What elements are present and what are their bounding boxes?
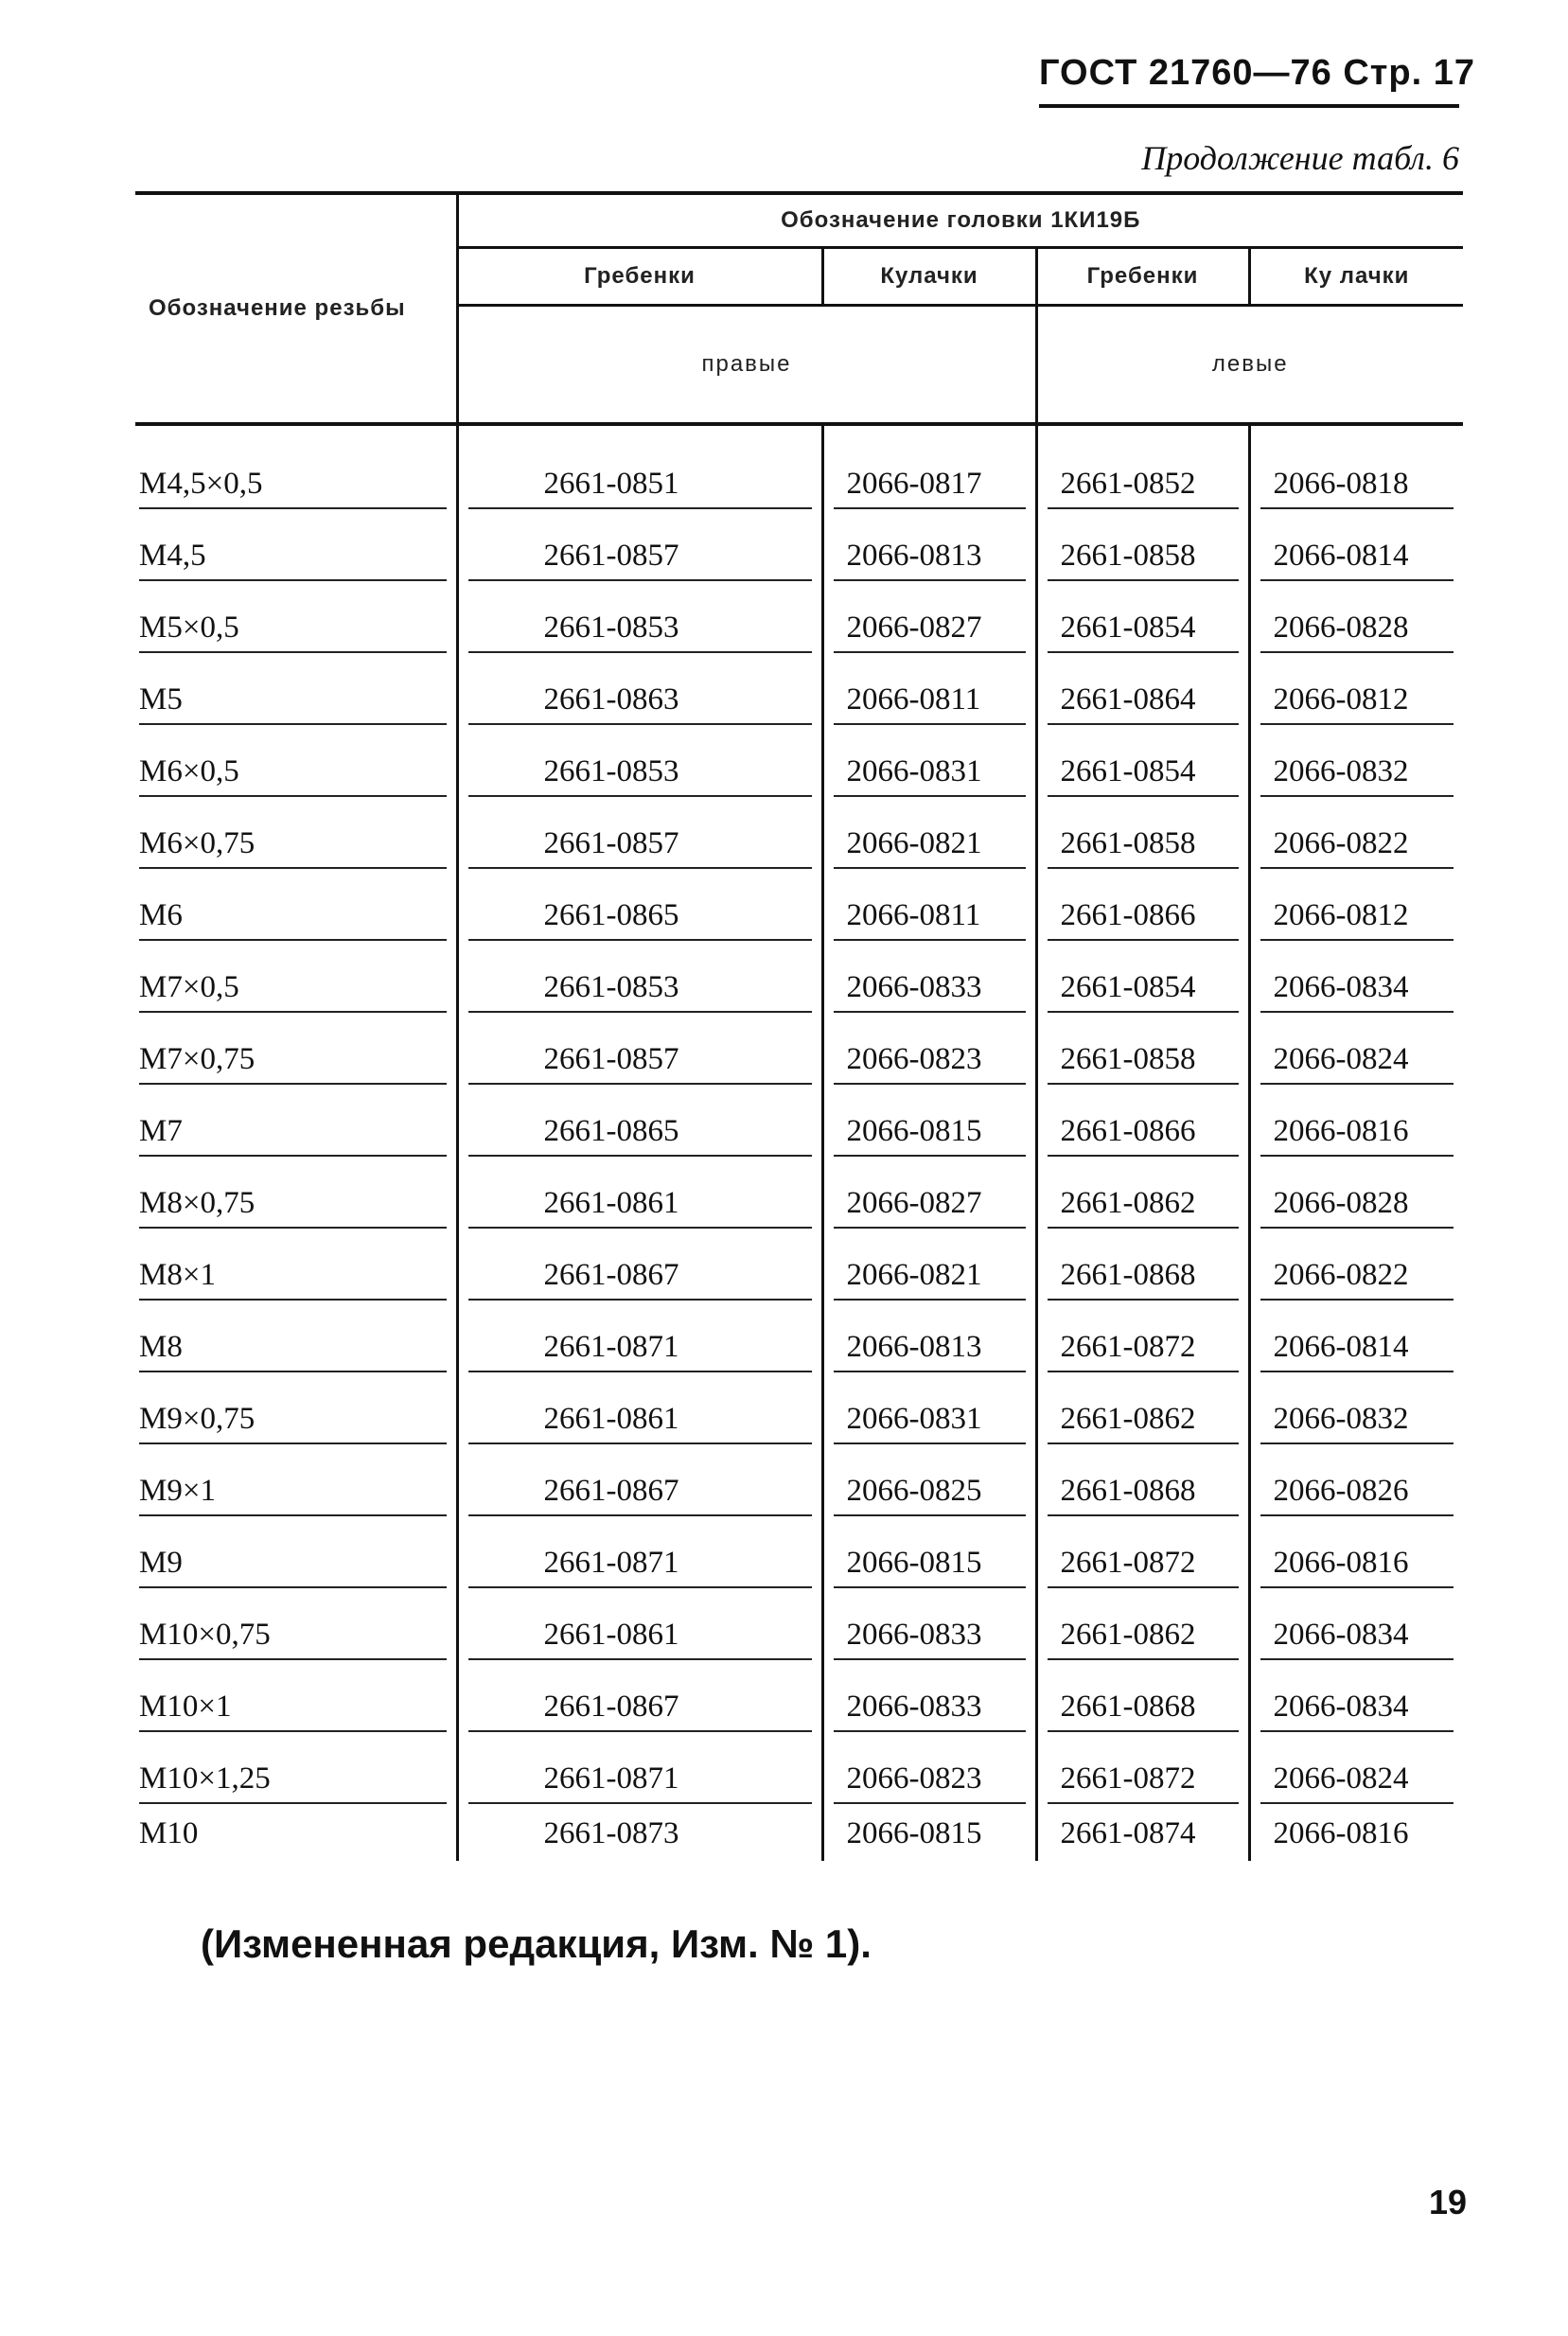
cell-text: 2661-0871 <box>468 1546 812 1588</box>
thread-column-header: Обозначение резьбы <box>135 193 457 424</box>
cell-thread-designation <box>135 729 457 801</box>
table-row <box>135 801 1463 873</box>
cell-jaws-right <box>822 1808 1036 1861</box>
cell-text: M10 <box>139 1816 199 1850</box>
cell-text: 2661-0858 <box>1048 826 1239 869</box>
cell-text: 2066-0815 <box>834 1546 1026 1588</box>
cell-text: 2066-0815 <box>834 1114 1026 1157</box>
table-row <box>135 657 1463 729</box>
table-continuation-label: Продолжение табл. 6 <box>1141 139 1459 177</box>
cell-jaws-left <box>1249 1088 1463 1160</box>
cell-combs-right <box>457 1304 822 1376</box>
table-row <box>135 1736 1463 1808</box>
cell-thread-designation <box>135 1808 457 1861</box>
cell-combs-right <box>457 945 822 1017</box>
cell-text: 2066-0828 <box>1260 611 1454 653</box>
cell-combs-right <box>457 873 822 945</box>
cell-text: 2066-0816 <box>1260 1114 1454 1157</box>
cell-text: 2066-0822 <box>1260 1258 1454 1301</box>
cell-jaws-right <box>822 1448 1036 1520</box>
cell-text: 2661-0874 <box>1060 1816 1196 1850</box>
cell-text: M9×1 <box>139 1474 447 1516</box>
cell-text: M7 <box>139 1114 447 1157</box>
cell-combs-right <box>457 513 822 585</box>
cell-text: 2661-0866 <box>1048 898 1239 941</box>
cell-text: M7×0,5 <box>139 970 447 1013</box>
cell-jaws-left <box>1249 729 1463 801</box>
cell-jaws-left <box>1249 1520 1463 1592</box>
cell-combs-left <box>1036 729 1249 801</box>
cell-text: M10×1,25 <box>139 1761 447 1804</box>
cell-text: 2661-0862 <box>1048 1402 1239 1444</box>
cell-text: 2066-0823 <box>834 1042 1026 1085</box>
cell-text: 2066-0834 <box>1260 970 1454 1013</box>
cell-jaws-right <box>822 1160 1036 1232</box>
cell-jaws-left <box>1249 1304 1463 1376</box>
cell-text: 2661-0861 <box>468 1186 812 1229</box>
cell-jaws-right <box>822 1520 1036 1592</box>
header-underline <box>1039 104 1459 108</box>
cell-text: M5×0,5 <box>139 611 447 653</box>
cell-jaws-left <box>1249 1376 1463 1448</box>
cell-thread-designation <box>135 873 457 945</box>
table-row <box>135 1520 1463 1592</box>
cell-text: 2661-0852 <box>1048 467 1239 509</box>
table-row <box>135 1304 1463 1376</box>
cell-text: 2066-0811 <box>834 682 1026 725</box>
cell-jaws-left <box>1249 513 1463 585</box>
cell-jaws-right <box>822 657 1036 729</box>
cell-thread-designation <box>135 1664 457 1736</box>
cell-thread-designation <box>135 585 457 657</box>
cell-text: 2066-0825 <box>834 1474 1026 1516</box>
cell-combs-left <box>1036 424 1249 513</box>
cell-text: 2066-0811 <box>834 898 1026 941</box>
cell-text: M6×0,5 <box>139 754 447 797</box>
cell-combs-right <box>457 1664 822 1736</box>
cell-text: 2661-0863 <box>468 682 812 725</box>
cell-text: M7×0,75 <box>139 1042 447 1085</box>
cell-combs-right <box>457 1448 822 1520</box>
cell-text: 2066-0833 <box>834 1690 1026 1732</box>
cell-jaws-left <box>1249 424 1463 513</box>
cell-text: 2066-0824 <box>1260 1042 1454 1085</box>
cell-text: 2066-0826 <box>1260 1474 1454 1516</box>
cell-text: 2661-0862 <box>1048 1618 1239 1660</box>
cell-thread-designation <box>135 1376 457 1448</box>
table-row <box>135 1808 1463 1861</box>
table-row <box>135 513 1463 585</box>
cell-combs-right <box>457 1088 822 1160</box>
cell-text: M9×0,75 <box>139 1402 447 1444</box>
head-group-header: Обозначение головки 1КИ19Б <box>457 193 1463 248</box>
table-row <box>135 729 1463 801</box>
cell-text: 2661-0871 <box>468 1761 812 1804</box>
sub-header-jaws-right: Кулачки <box>822 248 1036 306</box>
cell-combs-right <box>457 1736 822 1808</box>
cell-text: M8×1 <box>139 1258 447 1301</box>
cell-jaws-right <box>822 945 1036 1017</box>
page-header: ГОСТ 21760—76 Стр. 17 <box>1039 53 1476 93</box>
cell-jaws-left <box>1249 657 1463 729</box>
sub-header-jaws-left: Ку лачки <box>1249 248 1463 306</box>
cell-combs-right <box>457 424 822 513</box>
table-row <box>135 945 1463 1017</box>
cell-text: 2066-0821 <box>834 826 1026 869</box>
sub-header-combs-left: Гребенки <box>1036 248 1249 306</box>
cell-text: 2661-0862 <box>1048 1186 1239 1229</box>
cell-text: 2661-0864 <box>1048 682 1239 725</box>
cell-text: 2661-0857 <box>468 1042 812 1085</box>
cell-jaws-left <box>1249 1232 1463 1304</box>
cell-thread-designation <box>135 1160 457 1232</box>
cell-thread-designation <box>135 1736 457 1808</box>
cell-jaws-left <box>1249 1160 1463 1232</box>
cell-combs-right <box>457 729 822 801</box>
cell-combs-right <box>457 585 822 657</box>
cell-text: 2066-0816 <box>1273 1816 1409 1850</box>
cell-combs-left <box>1036 513 1249 585</box>
cell-jaws-right <box>822 1232 1036 1304</box>
cell-text: 2661-0872 <box>1048 1330 1239 1372</box>
cell-thread-designation <box>135 1520 457 1592</box>
cell-jaws-left <box>1249 801 1463 873</box>
cell-jaws-right <box>822 1088 1036 1160</box>
cell-text: M9 <box>139 1546 447 1588</box>
cell-thread-designation <box>135 513 457 585</box>
cell-combs-right <box>457 801 822 873</box>
cell-text: 2066-0812 <box>1260 898 1454 941</box>
cell-text: 2661-0858 <box>1048 539 1239 581</box>
table-row <box>135 1448 1463 1520</box>
cell-jaws-right <box>822 424 1036 513</box>
cell-text: 2661-0854 <box>1048 754 1239 797</box>
cell-combs-left <box>1036 1592 1249 1664</box>
cell-text: 2661-0853 <box>468 754 812 797</box>
cell-text: 2066-0833 <box>834 1618 1026 1660</box>
cell-combs-right <box>457 657 822 729</box>
cell-text: 2661-0854 <box>1048 970 1239 1013</box>
cell-combs-right <box>457 1017 822 1088</box>
cell-jaws-left <box>1249 1448 1463 1520</box>
cell-text: 2066-0827 <box>834 611 1026 653</box>
cell-text: 2066-0815 <box>846 1816 982 1850</box>
cell-text: 2661-0851 <box>468 467 812 509</box>
cell-text: 2066-0831 <box>834 1402 1026 1444</box>
cell-text: M8×0,75 <box>139 1186 447 1229</box>
cell-jaws-right <box>822 585 1036 657</box>
cell-jaws-left <box>1249 1736 1463 1808</box>
cell-text: M8 <box>139 1330 447 1372</box>
cell-text: 2661-0871 <box>468 1330 812 1372</box>
cell-text: 2661-0853 <box>468 970 812 1013</box>
page-number: 19 <box>1429 2183 1468 2221</box>
cell-combs-left <box>1036 1376 1249 1448</box>
cell-text: 2066-0814 <box>1260 1330 1454 1372</box>
cell-text: 2066-0813 <box>834 1330 1026 1372</box>
cell-text: 2661-0867 <box>468 1258 812 1301</box>
cell-combs-right <box>457 1376 822 1448</box>
cell-jaws-right <box>822 1376 1036 1448</box>
cell-jaws-left <box>1249 945 1463 1017</box>
cell-combs-left <box>1036 945 1249 1017</box>
table-row <box>135 1088 1463 1160</box>
cell-thread-designation <box>135 424 457 513</box>
cell-thread-designation <box>135 1232 457 1304</box>
cell-jaws-left <box>1249 1017 1463 1088</box>
cell-combs-left <box>1036 1808 1249 1861</box>
cell-text: 2661-0853 <box>468 611 812 653</box>
cell-text: 2661-0866 <box>1048 1114 1239 1157</box>
cell-text: 2661-0868 <box>1048 1474 1239 1516</box>
cell-text: 2066-0831 <box>834 754 1026 797</box>
cell-thread-designation <box>135 1017 457 1088</box>
cell-combs-left <box>1036 1088 1249 1160</box>
cell-combs-left <box>1036 657 1249 729</box>
cell-combs-right <box>457 1592 822 1664</box>
cell-jaws-right <box>822 513 1036 585</box>
cell-jaws-right <box>822 1017 1036 1088</box>
cell-jaws-left <box>1249 873 1463 945</box>
table-row <box>135 1376 1463 1448</box>
cell-combs-left <box>1036 1017 1249 1088</box>
table-body <box>135 424 1463 1861</box>
cell-text: 2661-0865 <box>468 898 812 941</box>
cell-jaws-left <box>1249 1664 1463 1736</box>
cell-text: M6 <box>139 898 447 941</box>
cell-combs-left <box>1036 1232 1249 1304</box>
cell-jaws-right <box>822 1736 1036 1808</box>
amendment-note: (Измененная редакция, Изм. № 1). <box>201 1921 872 1966</box>
cell-text: 2066-0821 <box>834 1258 1026 1301</box>
cell-thread-designation <box>135 801 457 873</box>
cell-text: 2066-0834 <box>1260 1690 1454 1732</box>
table-row <box>135 1592 1463 1664</box>
cell-jaws-left <box>1249 585 1463 657</box>
cell-combs-left <box>1036 1160 1249 1232</box>
cell-combs-right <box>457 1232 822 1304</box>
cell-thread-designation <box>135 1592 457 1664</box>
cell-text: 2661-0854 <box>1048 611 1239 653</box>
cell-text: M10×0,75 <box>139 1618 447 1660</box>
cell-jaws-right <box>822 801 1036 873</box>
table-row <box>135 424 1463 513</box>
cell-combs-left <box>1036 801 1249 873</box>
cell-text: 2066-0832 <box>1260 1402 1454 1444</box>
cell-combs-right <box>457 1808 822 1861</box>
cell-text: 2661-0857 <box>468 826 812 869</box>
cell-jaws-left <box>1249 1808 1463 1861</box>
cell-text: 2066-0823 <box>834 1761 1026 1804</box>
cell-thread-designation <box>135 1448 457 1520</box>
cell-text: 2066-0812 <box>1260 682 1454 725</box>
cell-text: 2661-0865 <box>468 1114 812 1157</box>
cell-combs-left <box>1036 1304 1249 1376</box>
table-row <box>135 1017 1463 1088</box>
table-row <box>135 585 1463 657</box>
cell-text: M5 <box>139 682 447 725</box>
side-header-left: левые <box>1036 306 1463 425</box>
cell-text: 2661-0858 <box>1048 1042 1239 1085</box>
cell-jaws-right <box>822 1664 1036 1736</box>
table-row <box>135 1232 1463 1304</box>
table-row <box>135 1160 1463 1232</box>
cell-jaws-right <box>822 1304 1036 1376</box>
cell-text: 2661-0867 <box>468 1690 812 1732</box>
cell-text: 2661-0868 <box>1048 1258 1239 1301</box>
cell-combs-left <box>1036 1664 1249 1736</box>
cell-text: M4,5×0,5 <box>139 467 447 509</box>
cell-combs-left <box>1036 585 1249 657</box>
cell-text: 2066-0817 <box>834 467 1026 509</box>
cell-thread-designation <box>135 1304 457 1376</box>
cell-text: 2066-0818 <box>1260 467 1454 509</box>
cell-text: 2066-0832 <box>1260 754 1454 797</box>
cell-text: 2066-0816 <box>1260 1546 1454 1588</box>
cell-text: 2066-0827 <box>834 1186 1026 1229</box>
cell-text: M6×0,75 <box>139 826 447 869</box>
cell-text: 2066-0813 <box>834 539 1026 581</box>
cell-thread-designation <box>135 945 457 1017</box>
side-header-right: правые <box>457 306 1036 425</box>
thread-designation-table <box>135 191 1463 1861</box>
sub-header-combs-right: Гребенки <box>457 248 822 306</box>
cell-jaws-left <box>1249 1592 1463 1664</box>
cell-text: M4,5 <box>139 539 447 581</box>
cell-text: 2661-0861 <box>468 1618 812 1660</box>
cell-combs-right <box>457 1520 822 1592</box>
cell-jaws-right <box>822 1592 1036 1664</box>
cell-combs-left <box>1036 873 1249 945</box>
cell-combs-right <box>457 1160 822 1232</box>
cell-text: M10×1 <box>139 1690 447 1732</box>
cell-jaws-right <box>822 729 1036 801</box>
cell-text: 2661-0872 <box>1048 1546 1239 1588</box>
table-row <box>135 873 1463 945</box>
cell-text: 2661-0867 <box>468 1474 812 1516</box>
cell-text: 2661-0857 <box>468 539 812 581</box>
cell-text: 2661-0873 <box>543 1816 679 1850</box>
cell-combs-left <box>1036 1520 1249 1592</box>
cell-text: 2066-0824 <box>1260 1761 1454 1804</box>
cell-combs-left <box>1036 1736 1249 1808</box>
cell-text: 2066-0834 <box>1260 1618 1454 1660</box>
cell-text: 2066-0833 <box>834 970 1026 1013</box>
cell-thread-designation <box>135 657 457 729</box>
cell-text: 2661-0861 <box>468 1402 812 1444</box>
cell-jaws-right <box>822 873 1036 945</box>
cell-combs-left <box>1036 1448 1249 1520</box>
cell-text: 2066-0822 <box>1260 826 1454 869</box>
cell-text: 2066-0814 <box>1260 539 1454 581</box>
cell-text: 2661-0868 <box>1048 1690 1239 1732</box>
cell-thread-designation <box>135 1088 457 1160</box>
cell-text: 2661-0872 <box>1048 1761 1239 1804</box>
cell-text: 2066-0828 <box>1260 1186 1454 1229</box>
table-row <box>135 1664 1463 1736</box>
